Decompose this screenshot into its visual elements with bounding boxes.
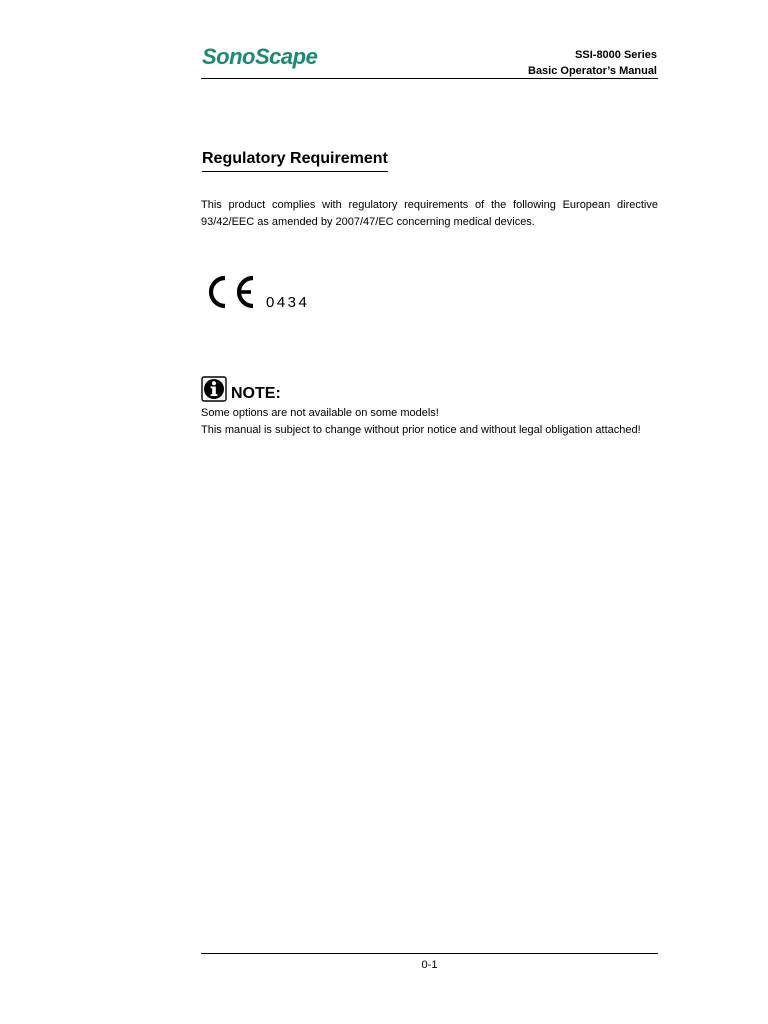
note-line: This manual is subject to change without prior notice and without legal obligation attached! [201,424,641,436]
section-title: Regulatory Requirement [202,150,388,172]
note-line: Some options are not available on some models! [201,407,439,419]
notified-body-number: 0434 [266,294,310,311]
regulatory-paragraph: This product complies with regulatory requirements of the following European directive 93/42/EEC as amended by 2007/47/EC concerning medical devices. [201,199,658,228]
footer-divider [201,953,658,954]
ce-mark-icon [203,273,259,311]
header-divider [201,78,658,79]
manual-title: Basic Operator’s Manual [528,65,657,77]
logo-text: SonoScape [202,44,318,69]
page-number: 0-1 [421,959,438,971]
info-icon [201,376,227,402]
product-series: SSI-8000 Series [575,49,657,61]
document-header-info [528,47,657,79]
sonoscape-logo [202,44,317,70]
note-label: NOTE: [231,385,281,402]
